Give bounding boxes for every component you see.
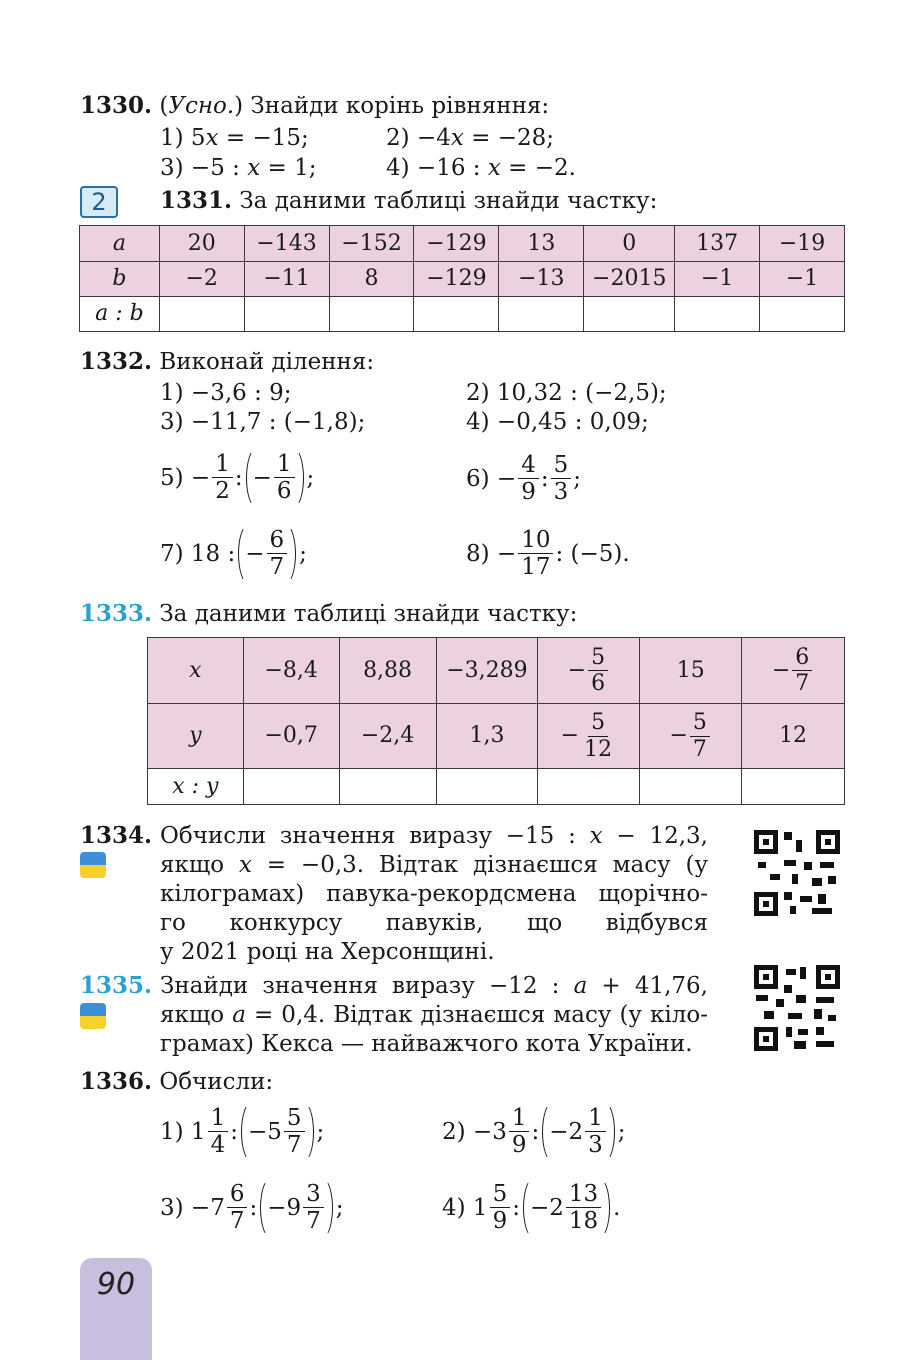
cell: −143 [244, 226, 329, 262]
text-line: якщо x = −0,3. Відтак дізнаєшся масу (у [160, 852, 708, 878]
item-6: 6) − $\frac{4}{9}$ : $\frac{5}{3}$ ; [466, 452, 581, 506]
page-number: 90 [80, 1258, 152, 1360]
row-label-b: b [80, 262, 160, 297]
row-label-quotient: x : y [148, 769, 244, 805]
cell: 137 [675, 226, 760, 262]
table-1331 [79, 225, 845, 332]
cell: 8 [329, 262, 414, 297]
text-line: якщо a = 0,4. Відтак дізнаєшся масу (у кіло- [160, 1002, 708, 1028]
table-row-a [80, 226, 845, 262]
exercise-text: Обчисли: [159, 1069, 274, 1095]
item-3: 3) −11,7 : (−1,8); [160, 409, 366, 435]
cell: −13 [499, 262, 584, 297]
exercise-1334-text [160, 822, 708, 967]
empty-cell [329, 297, 414, 332]
text-line: Обчисли значення виразу −15 : x − 12,3, [160, 823, 708, 849]
text-line: кілограмах) павука-рекордсмена щорічно- [160, 881, 708, 907]
equation-1: 1) 5x = −15; [160, 125, 309, 151]
table-row-b [80, 262, 845, 297]
item-8: 8) − $\frac{10}{17}$ : (−5). [466, 527, 630, 581]
cell: −11 [244, 262, 329, 297]
item-1: 1) −3,6 : 9; [160, 380, 292, 406]
empty-cell [436, 769, 538, 805]
exercise-number: 1335. [80, 972, 153, 999]
empty-cell [584, 297, 675, 332]
cell: − $\frac{6}{7}$ [742, 638, 845, 704]
text-line: грамах) Кекса — найважчого кота України. [160, 1031, 693, 1057]
ukraine-flag-icon [80, 1003, 106, 1029]
exercise-number: 1333. [80, 600, 153, 627]
item-2: 2) 10,32 : (−2,5); [466, 380, 667, 406]
empty-cell [499, 297, 584, 332]
exercise-number: 1331. [160, 187, 233, 214]
table-row-y [148, 704, 845, 769]
oral-label: Усно. [168, 93, 235, 119]
cell: −129 [414, 262, 499, 297]
exercise-1332-heading [80, 348, 374, 377]
cell: 15 [640, 638, 742, 704]
exercise-text: Виконай ділення: [159, 349, 375, 375]
exercise-text: ) Знайди корінь рівняння: [234, 93, 550, 119]
cell: − $\frac{5}{12}$ [538, 704, 640, 769]
cell: 8,88 [339, 638, 436, 704]
item-4: 4) 1 $\frac{5}{9}$ : −2 $\frac{13}{18}$ . [442, 1178, 620, 1238]
text-line: го конкурсу павуків, що відбувся [160, 910, 708, 936]
cell: −19 [760, 226, 845, 262]
cell: − $\frac{5}{6}$ [538, 638, 640, 704]
empty-cell [640, 769, 742, 805]
row-label-quotient: a : b [80, 297, 160, 332]
exercise-1336-heading [80, 1068, 273, 1097]
empty-cell [675, 297, 760, 332]
item-7: 7) 18 : − $\frac{6}{7}$ ; [160, 524, 307, 584]
text: ( [159, 93, 169, 119]
cell: −2,4 [339, 704, 436, 769]
empty-cell [742, 769, 845, 805]
exercise-text: За даними таблиці знайди частку: [159, 601, 578, 627]
item-2: 2) −3 $\frac{1}{9}$ : −2 $\frac{1}{3}$ ; [442, 1102, 626, 1162]
cell: −8,4 [243, 638, 339, 704]
table-row-quotient [80, 297, 845, 332]
exercise-number: 1336. [80, 1068, 153, 1095]
row-label-a: a [80, 226, 160, 262]
exercise-number: 1330. [80, 92, 153, 119]
cell: −2 [159, 262, 244, 297]
equation-2: 2) −4x = −28; [386, 125, 554, 151]
empty-cell [760, 297, 845, 332]
empty-cell [159, 297, 244, 332]
equation-4: 4) −16 : x = −2. [386, 155, 576, 181]
item-5: 5) − $\frac{1}{2}$ : − $\frac{1}{6}$ ; [160, 448, 314, 508]
cell: −1 [760, 262, 845, 297]
cell: 0 [584, 226, 675, 262]
exercise-number: 1334. [80, 822, 153, 849]
ukraine-flag-icon [80, 852, 106, 878]
row-label-x: x [148, 638, 244, 704]
empty-cell [244, 297, 329, 332]
cell: −0,7 [243, 704, 339, 769]
item-4: 4) −0,45 : 0,09; [466, 409, 649, 435]
exercise-number: 1332. [80, 348, 153, 375]
empty-cell [538, 769, 640, 805]
item-1: 1) 1 $\frac{1}{4}$ : −5 $\frac{5}{7}$ ; [160, 1102, 324, 1162]
item-3: 3) −7 $\frac{6}{7}$ : −9 $\frac{3}{7}$ ; [160, 1178, 344, 1238]
cell: 1,3 [436, 704, 538, 769]
cell: −2015 [584, 262, 675, 297]
table-row-x [148, 638, 845, 704]
cell: −1 [675, 262, 760, 297]
text-line: у 2021 році на Херсонщині. [160, 939, 495, 965]
exercise-1333-heading [80, 600, 577, 629]
cell: −129 [414, 226, 499, 262]
level-2-badge: 2 [80, 186, 118, 218]
table-row-quotient [148, 769, 845, 805]
empty-cell [243, 769, 339, 805]
exercise-1335-text [160, 972, 708, 1059]
exercise-1331-heading [160, 187, 657, 216]
cell: 13 [499, 226, 584, 262]
cell: −152 [329, 226, 414, 262]
empty-cell [414, 297, 499, 332]
cell: −3,289 [436, 638, 538, 704]
cell: 12 [742, 704, 845, 769]
cell: 20 [159, 226, 244, 262]
qr-code-icon[interactable] [754, 965, 840, 1051]
cell: − $\frac{5}{7}$ [640, 704, 742, 769]
equation-3: 3) −5 : x = 1; [160, 155, 317, 181]
row-label-y: y [148, 704, 244, 769]
qr-code-icon[interactable] [754, 830, 840, 916]
exercise-text: За даними таблиці знайди частку: [239, 188, 658, 214]
exercise-1330-heading [80, 92, 549, 121]
table-1333 [147, 637, 845, 805]
empty-cell [339, 769, 436, 805]
text-line: Знайди значення виразу −12 : a + 41,76, [160, 973, 708, 999]
